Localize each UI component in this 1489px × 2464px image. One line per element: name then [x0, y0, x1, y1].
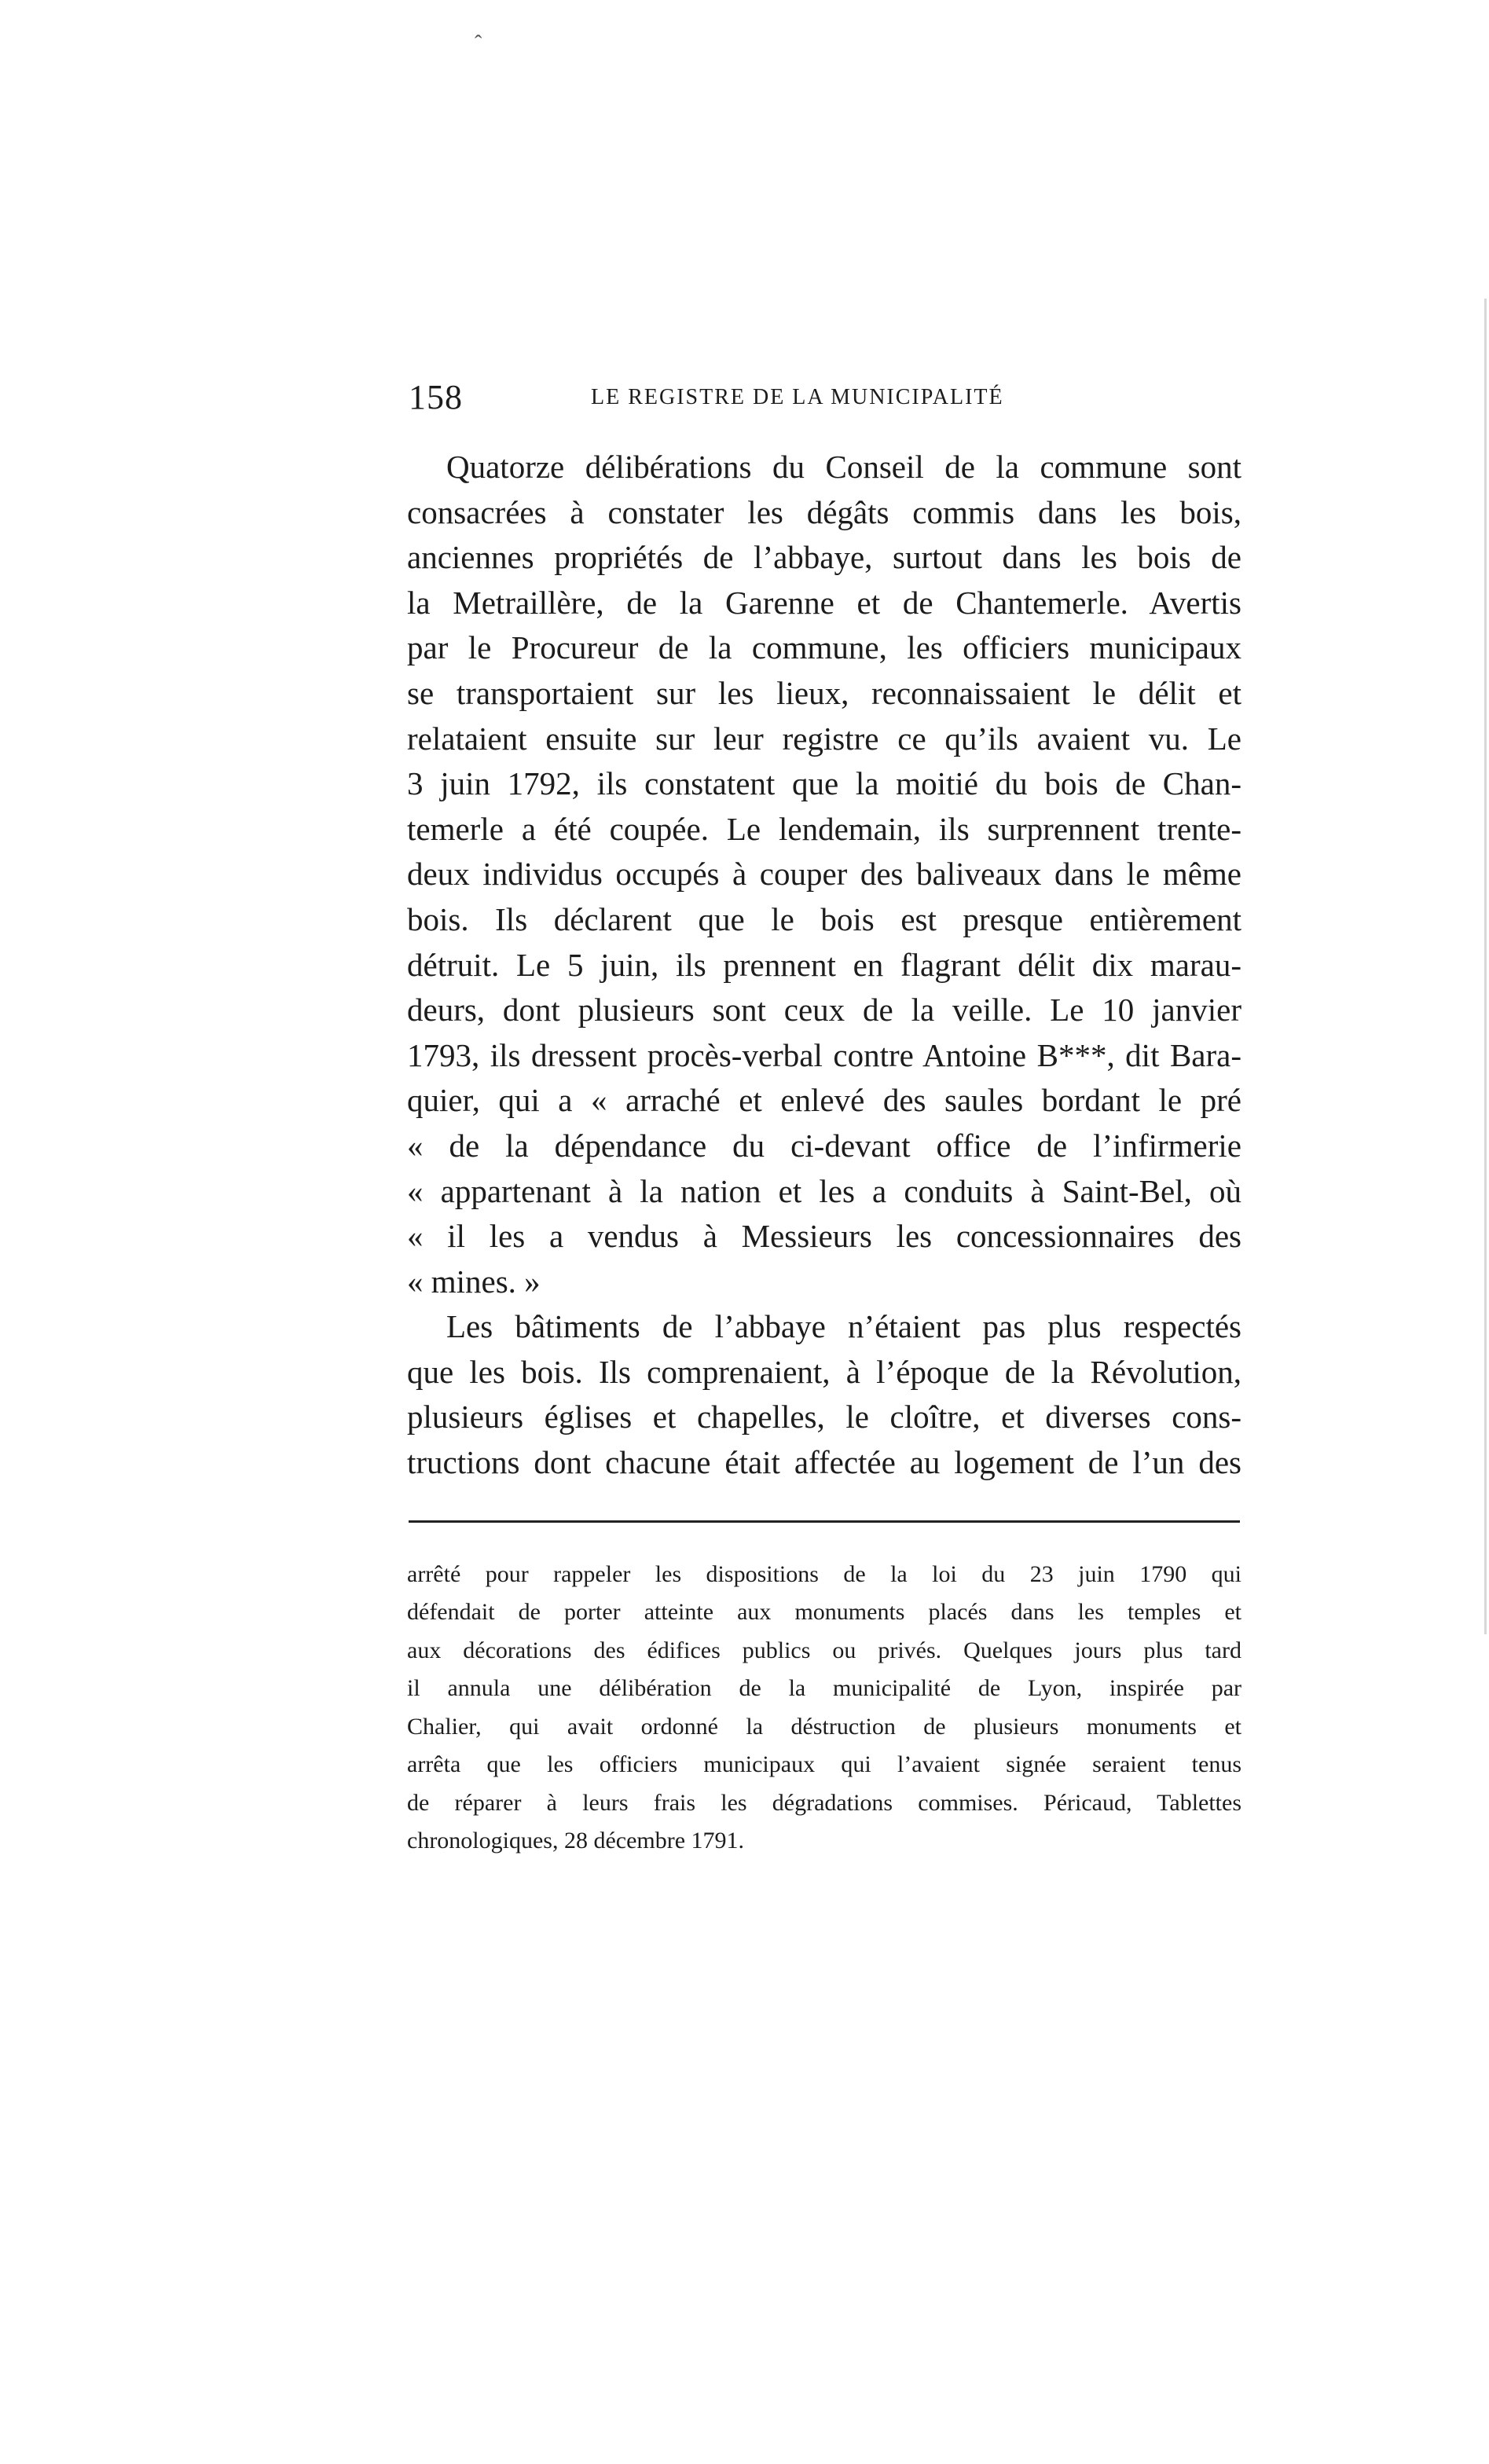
body-line: « il les a vendus à Messieurs les concessionnaires des — [407, 1218, 1241, 1255]
body-line: anciennes propriétés de l’abbaye, surtout dans les bois de — [407, 539, 1241, 576]
footnote-line: aux décorations des édifices publics ou privés. Quelques jours plus tard — [407, 1637, 1241, 1663]
footnote-line: il annula une délibération de la municipalité de Lyon, inspirée par — [407, 1675, 1241, 1702]
page-edge — [1484, 299, 1487, 1634]
footnote-line: de réparer à leurs frais les dégradations commises. Péricaud, Tablettes — [407, 1789, 1241, 1816]
footnote-rule — [409, 1520, 1240, 1523]
body-line: Les bâtiments de l’abbaye n’étaient pas plus respectés — [446, 1308, 1241, 1345]
body-line: Quatorze délibérations du Conseil de la commune sont — [446, 449, 1241, 485]
footnote-line: arrêta que les officiers municipaux qui l’avaient signée seraient tenus — [407, 1751, 1241, 1778]
body-line: « mines. » — [407, 1263, 541, 1300]
footnote-line: Chalier, qui avait ordonné la déstruction de plusieurs monuments et — [407, 1713, 1241, 1740]
running-title: LE REGISTRE DE LA MUNICIPALITÉ — [591, 385, 1004, 409]
body-line: tructions dont chacune était affectée au logement de l’un des — [407, 1444, 1241, 1481]
running-head — [407, 377, 1241, 421]
footnote-line: arrêté pour rappeler les dispositions de la loi du 23 juin 1790 qui — [407, 1560, 1241, 1587]
body-line: 3 juin 1792, ils constatent que la moitié du bois de Chan- — [407, 765, 1241, 802]
body-line: « de la dépendance du ci-devant office de l’infirmerie — [407, 1127, 1241, 1164]
page-number: 158 — [409, 378, 463, 416]
body-line: deux individus occupés à couper des baliveaux dans le même — [407, 856, 1241, 893]
body-line: deurs, dont plusieurs sont ceux de la veille. Le 10 janvier — [407, 992, 1241, 1028]
footnote-line: défendait de porter atteinte aux monuments placés dans les temples et — [407, 1599, 1241, 1626]
body-line: temerle a été coupée. Le lendemain, ils surprennent trente- — [407, 810, 1241, 847]
body-line: bois. Ils déclarent que le bois est presque entièrement — [407, 900, 1241, 937]
body-line: « appartenant à la nation et les a conduits à Saint-Bel, où — [407, 1172, 1241, 1209]
body-text — [407, 445, 1241, 1486]
body-line: que les bois. Ils comprenaient, à l’époque de la Révolution, — [407, 1353, 1241, 1390]
book-page — [407, 377, 1241, 1861]
body-line: par le Procureur de la commune, les officiers municipaux — [407, 629, 1241, 666]
body-line: relataient ensuite sur leur registre ce qu’ils avaient vu. Le — [407, 720, 1241, 757]
footnotes — [407, 1556, 1241, 1861]
body-line: 1793, ils dressent procès-verbal contre Antoine B***, dit Bara- — [407, 1036, 1241, 1073]
scan-speck: ˆ — [475, 31, 482, 56]
body-line: la Metraillère, de la Garenne et de Chantemerle. Avertis — [407, 584, 1241, 621]
body-line: se transportaient sur les lieux, reconnaissaient le délit et — [407, 674, 1241, 711]
body-line: plusieurs églises et chapelles, le cloître, et diverses cons- — [407, 1399, 1241, 1436]
body-line: détruit. Le 5 juin, ils prennent en flagrant délit dix marau- — [407, 946, 1241, 983]
footnote-line: chronologiques, 28 décembre 1791. — [407, 1828, 745, 1854]
body-line: consacrées à constater les dégâts commis dans les bois, — [407, 493, 1241, 530]
body-line: quier, qui a « arraché et enlevé des saules bordant le pré — [407, 1082, 1241, 1119]
